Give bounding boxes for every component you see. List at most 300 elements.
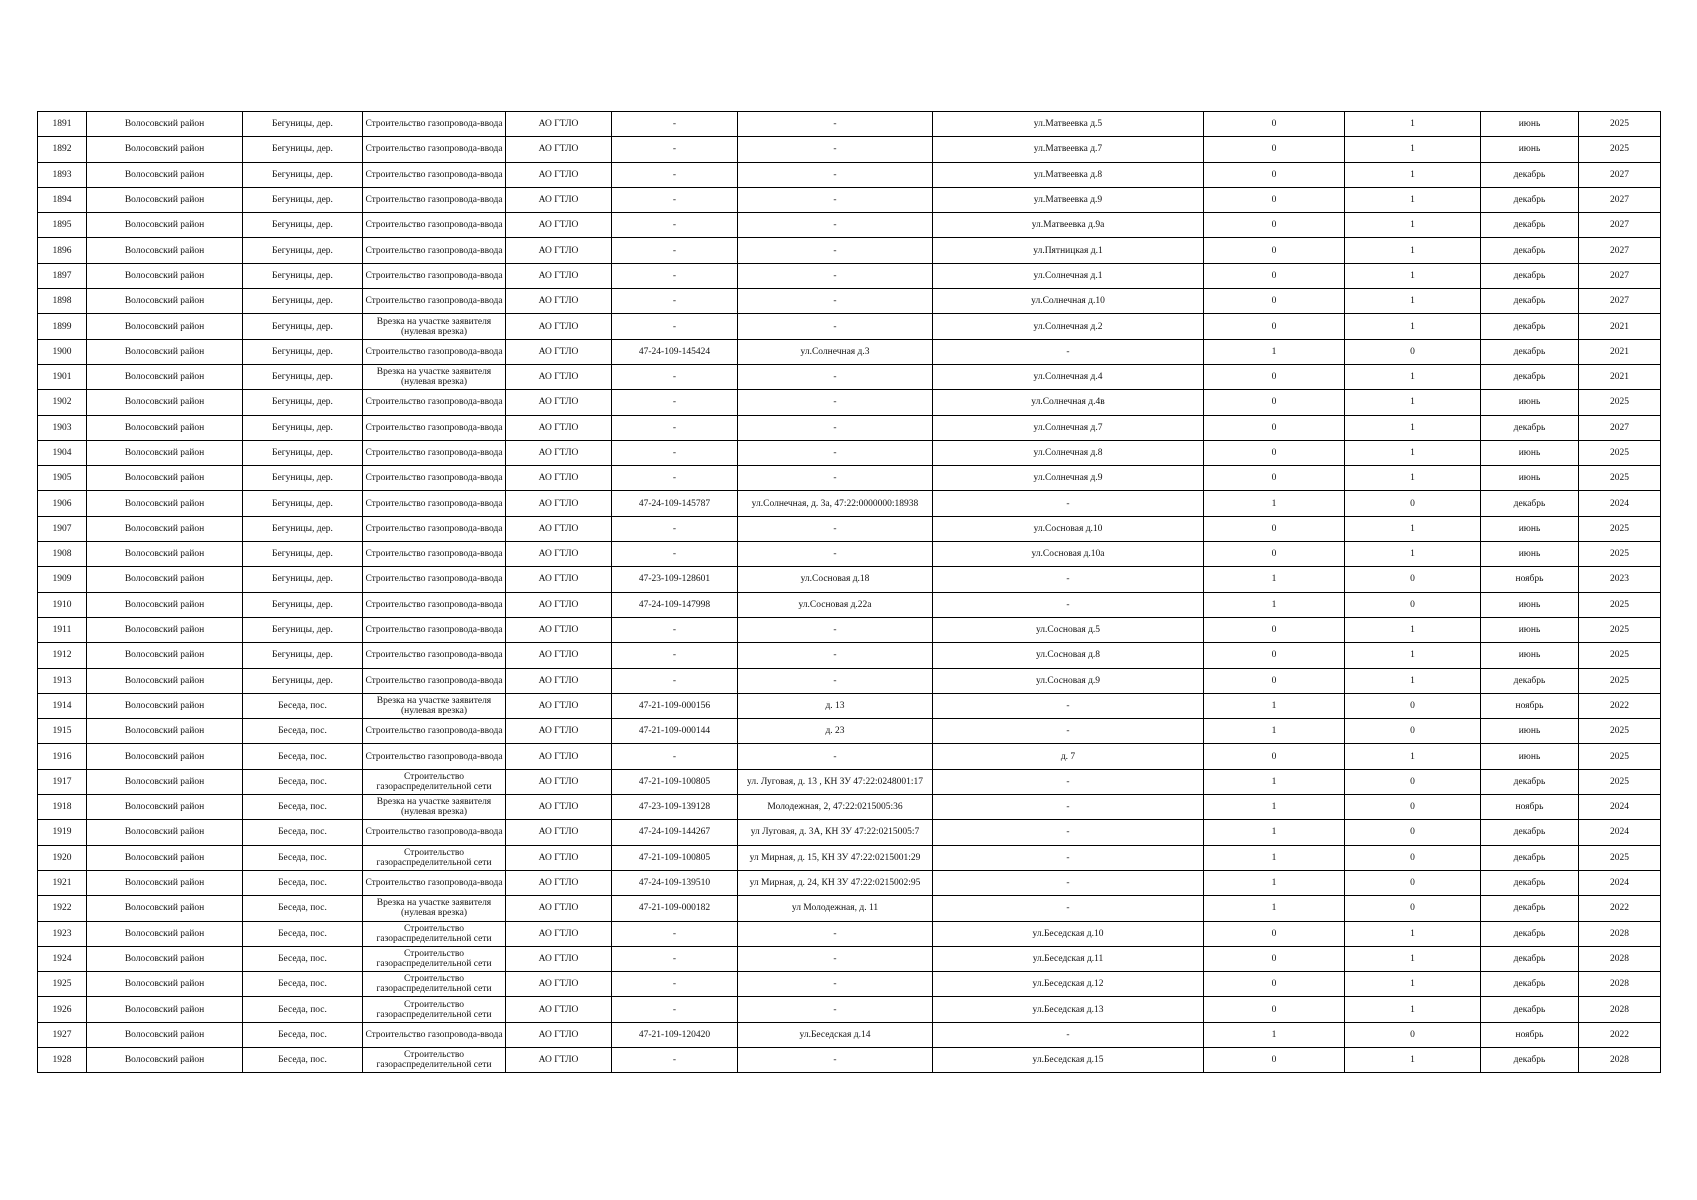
value-b-cell: 1 (1345, 213, 1481, 238)
address-cell: - (738, 238, 933, 263)
month-cell: ноябрь (1481, 795, 1579, 820)
row-number: 1920 (38, 845, 87, 870)
address-cell: - (738, 112, 933, 137)
address-cell: Молодежная, 2, 47:22:0215005:36 (738, 795, 933, 820)
row-number: 1917 (38, 769, 87, 794)
work-type-cell: Строительство газопровода-ввода (363, 238, 506, 263)
row-number: 1907 (38, 516, 87, 541)
address-cell: - (738, 972, 933, 997)
value-a-cell: 0 (1204, 921, 1345, 946)
application-number-cell: - (612, 643, 738, 668)
work-type-cell: Строительство газопровода-ввода (363, 567, 506, 592)
month-cell: июнь (1481, 592, 1579, 617)
value-a-cell: 0 (1204, 542, 1345, 567)
settlement-cell: Беседа, пос. (243, 896, 363, 921)
table-row (38, 567, 1661, 592)
settlement-cell: Бегуницы, дер. (243, 516, 363, 541)
organization-cell: АО ГТЛО (506, 567, 612, 592)
object-address-cell: - (933, 769, 1204, 794)
object-address-cell: ул.Пятницкая д.1 (933, 238, 1204, 263)
value-b-cell: 1 (1345, 440, 1481, 465)
table-row (38, 719, 1661, 744)
settlement-cell: Беседа, пос. (243, 921, 363, 946)
address-cell: - (738, 516, 933, 541)
district-cell: Волосовский район (87, 390, 243, 415)
table-row (38, 693, 1661, 718)
value-a-cell: 0 (1204, 668, 1345, 693)
settlement-cell: Беседа, пос. (243, 870, 363, 895)
month-cell: июнь (1481, 542, 1579, 567)
month-cell: декабрь (1481, 921, 1579, 946)
value-b-cell: 1 (1345, 643, 1481, 668)
organization-cell: АО ГТЛО (506, 137, 612, 162)
row-number: 1892 (38, 137, 87, 162)
application-number-cell: - (612, 668, 738, 693)
value-a-cell: 0 (1204, 972, 1345, 997)
year-cell: 2023 (1579, 567, 1661, 592)
year-cell: 2025 (1579, 440, 1661, 465)
value-a-cell: 0 (1204, 314, 1345, 339)
address-cell: - (738, 997, 933, 1022)
district-cell: Волосовский район (87, 1022, 243, 1047)
row-number: 1908 (38, 542, 87, 567)
settlement-cell: Беседа, пос. (243, 769, 363, 794)
organization-cell: АО ГТЛО (506, 719, 612, 744)
value-b-cell: 0 (1345, 567, 1481, 592)
value-a-cell: 1 (1204, 693, 1345, 718)
row-number: 1924 (38, 946, 87, 971)
address-cell: - (738, 668, 933, 693)
value-a-cell: 1 (1204, 491, 1345, 516)
year-cell: 2025 (1579, 137, 1661, 162)
table-row (38, 213, 1661, 238)
district-cell: Волосовский район (87, 339, 243, 364)
address-cell: - (738, 542, 933, 567)
month-cell: декабрь (1481, 415, 1579, 440)
object-address-cell: - (933, 592, 1204, 617)
organization-cell: АО ГТЛО (506, 820, 612, 845)
year-cell: 2022 (1579, 896, 1661, 921)
settlement-cell: Бегуницы, дер. (243, 491, 363, 516)
value-b-cell: 1 (1345, 415, 1481, 440)
month-cell: ноябрь (1481, 693, 1579, 718)
organization-cell: АО ГТЛО (506, 946, 612, 971)
organization-cell: АО ГТЛО (506, 643, 612, 668)
application-number-cell: - (612, 238, 738, 263)
district-cell: Волосовский район (87, 972, 243, 997)
work-type-cell: Строительство газопровода-ввода (363, 390, 506, 415)
district-cell: Волосовский район (87, 314, 243, 339)
table-row (38, 162, 1661, 187)
organization-cell: АО ГТЛО (506, 339, 612, 364)
district-cell: Волосовский район (87, 238, 243, 263)
application-number-cell: - (612, 364, 738, 389)
district-cell: Волосовский район (87, 744, 243, 769)
value-a-cell: 0 (1204, 744, 1345, 769)
value-b-cell: 1 (1345, 314, 1481, 339)
month-cell: июнь (1481, 516, 1579, 541)
organization-cell: АО ГТЛО (506, 744, 612, 769)
value-b-cell: 1 (1345, 466, 1481, 491)
object-address-cell: ул.Солнечная д.9 (933, 466, 1204, 491)
value-b-cell: 1 (1345, 997, 1481, 1022)
address-cell: - (738, 1047, 933, 1072)
table-row (38, 289, 1661, 314)
settlement-cell: Беседа, пос. (243, 744, 363, 769)
table-row (38, 946, 1661, 971)
settlement-cell: Бегуницы, дер. (243, 162, 363, 187)
organization-cell: АО ГТЛО (506, 289, 612, 314)
year-cell: 2025 (1579, 744, 1661, 769)
value-a-cell: 1 (1204, 719, 1345, 744)
application-number-cell: - (612, 466, 738, 491)
application-number-cell: 47-24-109-147998 (612, 592, 738, 617)
row-number: 1912 (38, 643, 87, 668)
application-number-cell: - (612, 137, 738, 162)
month-cell: июнь (1481, 643, 1579, 668)
value-b-cell: 0 (1345, 592, 1481, 617)
work-type-cell: Строительство газораспределительной сети (363, 1047, 506, 1072)
row-number: 1896 (38, 238, 87, 263)
settlement-cell: Бегуницы, дер. (243, 137, 363, 162)
work-type-cell: Строительство газораспределительной сети (363, 997, 506, 1022)
work-type-cell: Строительство газопровода-ввода (363, 263, 506, 288)
month-cell: декабрь (1481, 972, 1579, 997)
organization-cell: АО ГТЛО (506, 440, 612, 465)
value-a-cell: 0 (1204, 466, 1345, 491)
row-number: 1902 (38, 390, 87, 415)
year-cell: 2027 (1579, 238, 1661, 263)
year-cell: 2027 (1579, 289, 1661, 314)
work-type-cell: Врезка на участке заявителя (нулевая врезка) (363, 693, 506, 718)
value-b-cell: 1 (1345, 364, 1481, 389)
address-cell: ул.Беседская д.14 (738, 1022, 933, 1047)
value-a-cell: 0 (1204, 364, 1345, 389)
organization-cell: АО ГТЛО (506, 617, 612, 642)
work-type-cell: Строительство газопровода-ввода (363, 187, 506, 212)
address-cell: - (738, 643, 933, 668)
year-cell: 2025 (1579, 643, 1661, 668)
row-number: 1906 (38, 491, 87, 516)
value-b-cell: 1 (1345, 390, 1481, 415)
settlement-cell: Бегуницы, дер. (243, 112, 363, 137)
value-a-cell: 0 (1204, 213, 1345, 238)
district-cell: Волосовский район (87, 592, 243, 617)
object-address-cell: ул.Беседская д.12 (933, 972, 1204, 997)
application-number-cell: - (612, 213, 738, 238)
row-number: 1922 (38, 896, 87, 921)
address-cell: - (738, 466, 933, 491)
table-row (38, 466, 1661, 491)
row-number: 1894 (38, 187, 87, 212)
year-cell: 2025 (1579, 466, 1661, 491)
table-row (38, 238, 1661, 263)
application-number-cell: - (612, 997, 738, 1022)
month-cell: декабрь (1481, 1047, 1579, 1072)
organization-cell: АО ГТЛО (506, 769, 612, 794)
value-a-cell: 0 (1204, 440, 1345, 465)
year-cell: 2025 (1579, 845, 1661, 870)
settlement-cell: Бегуницы, дер. (243, 466, 363, 491)
value-a-cell: 0 (1204, 415, 1345, 440)
object-address-cell: ул.Солнечная д.7 (933, 415, 1204, 440)
year-cell: 2027 (1579, 187, 1661, 212)
month-cell: июнь (1481, 390, 1579, 415)
address-cell: ул. Луговая, д. 13 , КН ЗУ 47:22:0248001:17 (738, 769, 933, 794)
year-cell: 2025 (1579, 542, 1661, 567)
month-cell: июнь (1481, 617, 1579, 642)
object-address-cell: ул.Беседская д.15 (933, 1047, 1204, 1072)
work-type-cell: Строительство газопровода-ввода (363, 870, 506, 895)
month-cell: ноябрь (1481, 567, 1579, 592)
application-number-cell: - (612, 415, 738, 440)
object-address-cell: ул.Солнечная д.4 (933, 364, 1204, 389)
month-cell: декабрь (1481, 364, 1579, 389)
address-cell: - (738, 314, 933, 339)
application-number-cell: 47-23-109-139128 (612, 795, 738, 820)
year-cell: 2025 (1579, 516, 1661, 541)
table-row (38, 187, 1661, 212)
application-number-cell: - (612, 542, 738, 567)
month-cell: июнь (1481, 466, 1579, 491)
object-address-cell: - (933, 339, 1204, 364)
value-b-cell: 0 (1345, 820, 1481, 845)
value-b-cell: 0 (1345, 693, 1481, 718)
work-type-cell: Строительство газораспределительной сети (363, 972, 506, 997)
address-cell: ул Мирная, д. 24, КН ЗУ 47:22:0215002:95 (738, 870, 933, 895)
district-cell: Волосовский район (87, 719, 243, 744)
work-type-cell: Строительство газопровода-ввода (363, 820, 506, 845)
value-b-cell: 1 (1345, 137, 1481, 162)
month-cell: декабрь (1481, 187, 1579, 212)
value-a-cell: 1 (1204, 769, 1345, 794)
address-cell: - (738, 364, 933, 389)
district-cell: Волосовский район (87, 567, 243, 592)
work-type-cell: Строительство газопровода-ввода (363, 289, 506, 314)
application-number-cell: 47-24-109-139510 (612, 870, 738, 895)
value-b-cell: 0 (1345, 896, 1481, 921)
object-address-cell: ул.Матвеевка д.5 (933, 112, 1204, 137)
row-number: 1914 (38, 693, 87, 718)
table-row (38, 972, 1661, 997)
year-cell: 2022 (1579, 693, 1661, 718)
settlement-cell: Беседа, пос. (243, 1047, 363, 1072)
application-number-cell: - (612, 112, 738, 137)
year-cell: 2028 (1579, 997, 1661, 1022)
organization-cell: АО ГТЛО (506, 997, 612, 1022)
month-cell: декабрь (1481, 339, 1579, 364)
object-address-cell: ул.Беседская д.13 (933, 997, 1204, 1022)
settlement-cell: Беседа, пос. (243, 693, 363, 718)
table-row (38, 845, 1661, 870)
row-number: 1915 (38, 719, 87, 744)
value-a-cell: 0 (1204, 112, 1345, 137)
district-cell: Волосовский район (87, 1047, 243, 1072)
organization-cell: АО ГТЛО (506, 187, 612, 212)
district-cell: Волосовский район (87, 870, 243, 895)
object-address-cell: - (933, 1022, 1204, 1047)
object-address-cell: ул.Солнечная д.10 (933, 289, 1204, 314)
settlement-cell: Бегуницы, дер. (243, 238, 363, 263)
value-a-cell: 1 (1204, 795, 1345, 820)
work-type-cell: Строительство газопровода-ввода (363, 339, 506, 364)
organization-cell: АО ГТЛО (506, 870, 612, 895)
address-cell: - (738, 263, 933, 288)
organization-cell: АО ГТЛО (506, 314, 612, 339)
row-number: 1891 (38, 112, 87, 137)
organization-cell: АО ГТЛО (506, 592, 612, 617)
value-b-cell: 0 (1345, 339, 1481, 364)
work-type-cell: Врезка на участке заявителя (нулевая врезка) (363, 314, 506, 339)
address-cell: - (738, 187, 933, 212)
organization-cell: АО ГТЛО (506, 1047, 612, 1072)
table-row (38, 744, 1661, 769)
table-row (38, 390, 1661, 415)
settlement-cell: Бегуницы, дер. (243, 643, 363, 668)
district-cell: Волосовский район (87, 946, 243, 971)
value-b-cell: 1 (1345, 187, 1481, 212)
value-b-cell: 1 (1345, 744, 1481, 769)
district-cell: Волосовский район (87, 896, 243, 921)
year-cell: 2025 (1579, 719, 1661, 744)
data-table (37, 111, 1661, 1073)
object-address-cell: ул.Сосновая д.10а (933, 542, 1204, 567)
address-cell: - (738, 213, 933, 238)
organization-cell: АО ГТЛО (506, 364, 612, 389)
row-number: 1911 (38, 617, 87, 642)
month-cell: июнь (1481, 137, 1579, 162)
table-row (38, 997, 1661, 1022)
value-a-cell: 0 (1204, 997, 1345, 1022)
year-cell: 2025 (1579, 112, 1661, 137)
work-type-cell: Строительство газораспределительной сети (363, 946, 506, 971)
district-cell: Волосовский район (87, 516, 243, 541)
application-number-cell: 47-24-109-145424 (612, 339, 738, 364)
month-cell: декабрь (1481, 668, 1579, 693)
work-type-cell: Строительство газопровода-ввода (363, 415, 506, 440)
table-row (38, 440, 1661, 465)
settlement-cell: Бегуницы, дер. (243, 364, 363, 389)
value-a-cell: 0 (1204, 617, 1345, 642)
value-a-cell: 1 (1204, 896, 1345, 921)
work-type-cell: Строительство газопровода-ввода (363, 491, 506, 516)
application-number-cell: 47-21-109-100805 (612, 845, 738, 870)
district-cell: Волосовский район (87, 845, 243, 870)
table-row (38, 542, 1661, 567)
value-a-cell: 0 (1204, 187, 1345, 212)
district-cell: Волосовский район (87, 491, 243, 516)
organization-cell: АО ГТЛО (506, 162, 612, 187)
row-number: 1909 (38, 567, 87, 592)
object-address-cell: - (933, 870, 1204, 895)
value-b-cell: 1 (1345, 972, 1481, 997)
month-cell: декабрь (1481, 769, 1579, 794)
application-number-cell: - (612, 1047, 738, 1072)
value-b-cell: 0 (1345, 845, 1481, 870)
table-row (38, 491, 1661, 516)
district-cell: Волосовский район (87, 466, 243, 491)
row-number: 1898 (38, 289, 87, 314)
application-number-cell: 47-21-109-000156 (612, 693, 738, 718)
row-number: 1895 (38, 213, 87, 238)
year-cell: 2028 (1579, 921, 1661, 946)
organization-cell: АО ГТЛО (506, 491, 612, 516)
work-type-cell: Строительство газораспределительной сети (363, 845, 506, 870)
month-cell: декабрь (1481, 820, 1579, 845)
month-cell: декабрь (1481, 491, 1579, 516)
object-address-cell: ул.Матвеевка д.9а (933, 213, 1204, 238)
organization-cell: АО ГТЛО (506, 390, 612, 415)
month-cell: декабрь (1481, 314, 1579, 339)
value-b-cell: 1 (1345, 542, 1481, 567)
value-a-cell: 0 (1204, 1047, 1345, 1072)
value-a-cell: 1 (1204, 870, 1345, 895)
application-number-cell: 47-21-109-100805 (612, 769, 738, 794)
application-number-cell: - (612, 946, 738, 971)
object-address-cell: - (933, 567, 1204, 592)
application-number-cell: - (612, 440, 738, 465)
settlement-cell: Бегуницы, дер. (243, 187, 363, 212)
value-b-cell: 1 (1345, 112, 1481, 137)
organization-cell: АО ГТЛО (506, 693, 612, 718)
work-type-cell: Строительство газопровода-ввода (363, 668, 506, 693)
organization-cell: АО ГТЛО (506, 542, 612, 567)
year-cell: 2027 (1579, 213, 1661, 238)
settlement-cell: Бегуницы, дер. (243, 213, 363, 238)
district-cell: Волосовский район (87, 769, 243, 794)
object-address-cell: - (933, 693, 1204, 718)
month-cell: июнь (1481, 440, 1579, 465)
work-type-cell: Врезка на участке заявителя (нулевая врезка) (363, 364, 506, 389)
table-row (38, 516, 1661, 541)
application-number-cell: - (612, 390, 738, 415)
value-b-cell: 1 (1345, 921, 1481, 946)
object-address-cell: ул.Сосновая д.10 (933, 516, 1204, 541)
application-number-cell: 47-21-109-000144 (612, 719, 738, 744)
object-address-cell: ул.Матвеевка д.7 (933, 137, 1204, 162)
year-cell: 2024 (1579, 795, 1661, 820)
district-cell: Волосовский район (87, 289, 243, 314)
table-row (38, 896, 1661, 921)
settlement-cell: Бегуницы, дер. (243, 390, 363, 415)
table-row (38, 263, 1661, 288)
object-address-cell: ул.Солнечная д.2 (933, 314, 1204, 339)
month-cell: декабрь (1481, 238, 1579, 263)
month-cell: июнь (1481, 112, 1579, 137)
object-address-cell: ул.Матвеевка д.8 (933, 162, 1204, 187)
value-a-cell: 1 (1204, 845, 1345, 870)
work-type-cell: Строительство газопровода-ввода (363, 112, 506, 137)
object-address-cell: ул.Матвеевка д.9 (933, 187, 1204, 212)
settlement-cell: Бегуницы, дер. (243, 263, 363, 288)
address-cell: - (738, 415, 933, 440)
address-cell: - (738, 162, 933, 187)
value-b-cell: 0 (1345, 1022, 1481, 1047)
work-type-cell: Строительство газораспределительной сети (363, 921, 506, 946)
value-b-cell: 1 (1345, 668, 1481, 693)
address-cell: ул Луговая, д. 3А, КН ЗУ 47:22:0215005:7 (738, 820, 933, 845)
object-address-cell: ул.Солнечная д.1 (933, 263, 1204, 288)
district-cell: Волосовский район (87, 643, 243, 668)
work-type-cell: Строительство газопровода-ввода (363, 617, 506, 642)
address-cell: ул.Солнечная, д. 3а, 47:22:0000000:18938 (738, 491, 933, 516)
address-cell: - (738, 617, 933, 642)
year-cell: 2028 (1579, 972, 1661, 997)
address-cell: ул Молодежная, д. 11 (738, 896, 933, 921)
value-a-cell: 0 (1204, 946, 1345, 971)
row-number: 1900 (38, 339, 87, 364)
table-row (38, 137, 1661, 162)
